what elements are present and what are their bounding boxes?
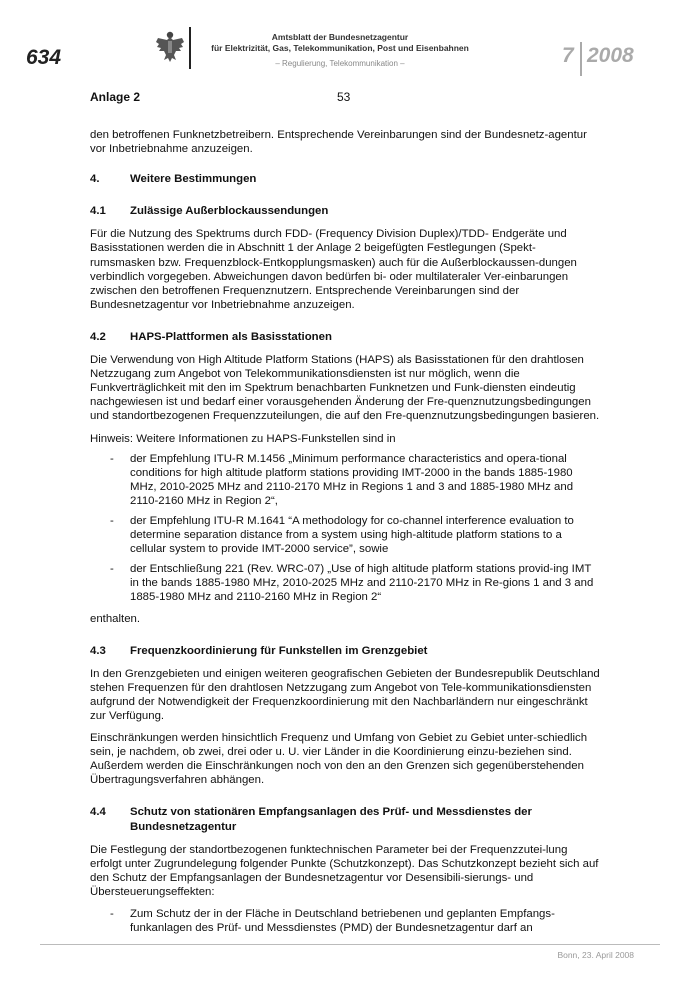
issue-divider	[580, 42, 582, 76]
document-body	[90, 128, 600, 942]
hint-paragraph: Hinweis: Weitere Informationen zu HAPS-Funkstellen sind in	[90, 432, 396, 445]
list-item: - der Empfehlung ITU-R M.1641 “A methodology for co-channel interference evaluation to determine separation distance from a system using high-altitude platform stations to a cellular system to provide IMT-2000 service”, sowie	[110, 514, 574, 556]
list-item-text: der Empfehlung ITU-R M.1456 „Minimum performance characteristics and opera-tional conditions for high altitude platform stations providing IMT-2000 in the bands 1885-1980 MHz, 2010-2025 MHz and 2110-2170 MHz in Regions 1 and 3 and 1885-1980 MHz and 2110-2160 MHz in Region 2“,	[130, 452, 574, 507]
journal-title-line1: Amtsblatt der Bundesnetzagentur	[271, 32, 409, 42]
intro-paragraph: den betroffenen Funknetzbetreibern. Entsprechende Vereinbarungen sind der Bundesnetz-agentur vor Inbetriebnahme anzuzeigen.	[90, 129, 587, 156]
footer-date: Bonn, 23. April 2008	[557, 950, 634, 960]
paragraph: In den Grenzgebieten und einigen weiteren geografischen Gebieten der Bundesrepublik Deutschland stehen Frequenzen für den drahtlosen Netzzugang zum Angebot von Tele-kommunikationsdiensten aufgrund der Notwendigkeit der Frequenzkoordinierung mit den Nachbarländern nur eingeschränkt zur Verfügung.	[90, 667, 600, 722]
section-title: Schutz von stationären Empfangsanlagen des Prüf- und Messdienstes der Bundesnetzagentur	[130, 806, 532, 833]
federal-eagle-icon	[155, 30, 185, 64]
annex-label: Anlage 2	[90, 90, 141, 104]
section-title: Frequenzkoordinierung für Funkstellen im Grenzgebiet	[130, 644, 428, 657]
section-4-heading	[90, 172, 600, 186]
journal-title	[190, 32, 490, 54]
section-number: 4.1	[90, 205, 106, 218]
section-title: Weitere Bestimmungen	[130, 173, 257, 186]
issue-number: 7	[562, 44, 574, 67]
issue-year: 2008	[587, 44, 634, 67]
section-4-2-heading	[90, 330, 600, 344]
list-item-text: der Empfehlung ITU-R M.1641 “A methodology for co-channel interference evaluation to determine separation distance from a system using high-altitude platform stations to a cellular system to provide IMT-2000 service”, sowie	[130, 514, 574, 556]
section-title: HAPS-Plattformen als Basisstationen	[130, 330, 332, 343]
paragraph: Die Verwendung von High Altitude Platform Stations (HAPS) als Basisstationen für den drahtlosen Netzzugang zum Angebot von Telekommunikationsdiensten ist nur möglich, wenn die Funkverträglichkeit mit den im Spektrum benachbarten Funknetzen und Funk-diensten eindeutig nachgewiesen ist und bedarf einer vorausgehenden Änderung der Fre-quenznutzungsbedingungen und standortbezogenen Frequenzzuteilungen, die auf den Fre-quenznutzungsbedingungen basieren.	[90, 354, 600, 423]
list-item: - Zum Schutz der in der Fläche in Deutschland betriebenen und geplanten Empfangs-funkanlagen des Prüf- und Messdienstes (PMD) der Bundesnetzagentur darf an	[110, 908, 555, 935]
journal-title-line2: für Elektrizität, Gas, Telekommunikation, Post und Eisenbahnen	[211, 43, 469, 53]
footer-divider	[40, 944, 660, 945]
section-number: 4.	[90, 173, 100, 186]
paragraph: Für die Nutzung des Spektrums durch FDD- (Frequency Division Duplex)/TDD- Endgeräte und Basisstationen werden die in Abschnitt 1 der Anlage 2 beigefügten Festlegungen (Spekt-rumsmasken bzw. Frequenzblock-Entkopplungsmasken) auch für die Außerblockaussen-dungen verbindlich vorgegeben. Abweichungen davon bedürfen bi- oder multilateraler Ver-einbarungen zwischen den betroffenen Frequenznutzern. Entsprechende Vereinbarungen sind der Bundesnetzagentur vor Inbetriebnahme anzuzeigen.	[90, 228, 577, 311]
reference-list	[90, 452, 600, 605]
list-item: - der Empfehlung ITU-R M.1456 „Minimum performance characteristics and opera-tional conditions for high altitude platform stations providing IMT-2000 in the bands 1885-1980 MHz, 2010-2025 MHz and 2110-2170 MHz in Regions 1 and 3 and 1885-1980 MHz and 2110-2160 MHz in Region 2“,	[110, 452, 574, 507]
section-number: 4.2	[90, 330, 106, 343]
section-4-4-heading	[90, 805, 600, 833]
section-number: 4.4	[90, 806, 106, 819]
section-title: Zulässige Außerblockaussendungen	[130, 205, 329, 218]
annex-page-number: 53	[337, 90, 351, 104]
section-4-1-heading	[90, 204, 600, 218]
paragraph: Die Festlegung der standortbezogenen funktechnischen Parameter bei der Frequenzzutei-lung erfolgt unter Zugrundelegung folgender Punkte (Schutzkonzept). Das Schutzkonzept bezieht sich auf den Schutz der Empfangsanlagen der Bundesnetzagentur vor Desensibili-sierungs- und Übersteuerungseffekten:	[90, 843, 599, 898]
list-item: - der Entschließung 221 (Rev. WRC-07) „Use of high altitude platform stations provid-ing IMT in the bands 1885-1980 MHz, 2010-2025 MHz and 2110-2170 MHz in Re-gions 1 and 3 and 1885-1980 MHz and 2110-2160 MHz in Region 2“	[110, 563, 594, 604]
journal-subtitle: – Regulierung, Telekommunikation –	[275, 59, 405, 68]
page-number: 634	[26, 46, 62, 69]
paragraph: Einschränkungen werden hinsichtlich Frequenz und Umfang von Gebiet zu Gebiet unter-schiedlich sein, je nachdem, ob zwei, drei oder u. U. vier Länder in die Koordinierung einzu-beziehen sind. Außerdem werden die Einschränkungen noch von den an den Grenzen sich gegenüberstehenden Übertragungsverfahren abhängen.	[90, 732, 588, 787]
protection-list	[90, 907, 600, 935]
section-4-3-heading	[90, 644, 600, 658]
list-item-text: der Entschließung 221 (Rev. WRC-07) „Use of high altitude platform stations provid-ing IMT in the bands 1885-1980 MHz, 2010-2025 MHz and 2110-2170 MHz in Re-gions 1 and 3 and 1885-1980 MHz and 2110-2160 MHz in Region 2“	[130, 563, 594, 604]
closing-text: enthalten.	[90, 612, 141, 625]
list-item-text: Zum Schutz der in der Fläche in Deutschland betriebenen und geplanten Empfangs-funkanlagen des Prüf- und Messdienstes (PMD) der Bundesnetzagentur darf an	[130, 908, 555, 935]
section-number: 4.3	[90, 644, 106, 657]
